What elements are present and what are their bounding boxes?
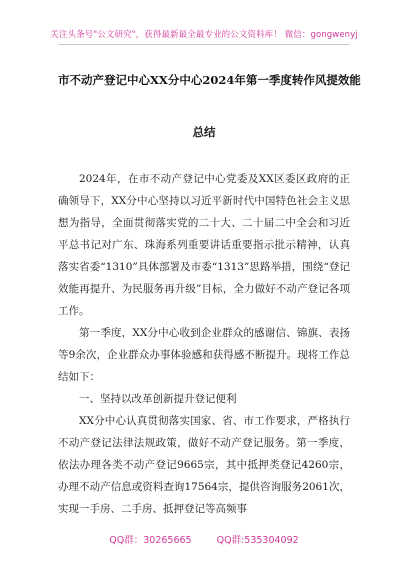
header-divider xyxy=(58,44,350,45)
section-heading-1: 一、坚持以改革创新提升登记便利 xyxy=(79,393,237,405)
document-body xyxy=(58,168,350,520)
footer-qq-group-2: QQ群:535304092 xyxy=(216,535,299,546)
document-title-continuation: 总结 xyxy=(192,125,216,139)
footer-qq-group-1: QQ群：30265665 xyxy=(109,535,192,546)
paragraph-section-1: XX分中心认真贯彻落实国家、省、市工作要求，严格执行不动产登记法律法规政策，做好不动产登记服务。第一季度，依法办理各类不动产登记9665宗，其中抵押类登记4260宗，办理不动产信息或资料查询17564宗，提供咨询服务2061次，实现一手房、二手房、抵押登记等高频事 xyxy=(58,415,350,515)
paragraph-summary: 第一季度，XX分中心收到企业群众的感谢信、锦旗、表扬等9余次，企业群众办事体验感和获得感不断提升。现将工作总结如下： xyxy=(58,327,350,383)
footer-contacts xyxy=(0,532,408,546)
document-title: 市不动产登记中心XX分中心2024年第一季度转作风提效能 xyxy=(58,73,361,87)
paragraph-intro: 2024年，在市不动产登记中心党委及XX区委区政府的正确领导下，XX分中心坚持以习近平新时代中国特色社会主义思想为指导，全面贯彻落实党的二十大、二十届二中全会和习近平总书记对广东、珠海系列重要讲话重要指示批示精神，认真落实省委“1310”具体部署及市委“1313”思路举措，围绕“登记效能再提升、为民服务再升级”目标，全力做好不动产登记各项工作。 xyxy=(58,173,350,317)
header-banner: 关注头条号"公文研究"，获得最新最全最专业的公文资料库！ 微信：gongwenyj xyxy=(50,30,358,40)
